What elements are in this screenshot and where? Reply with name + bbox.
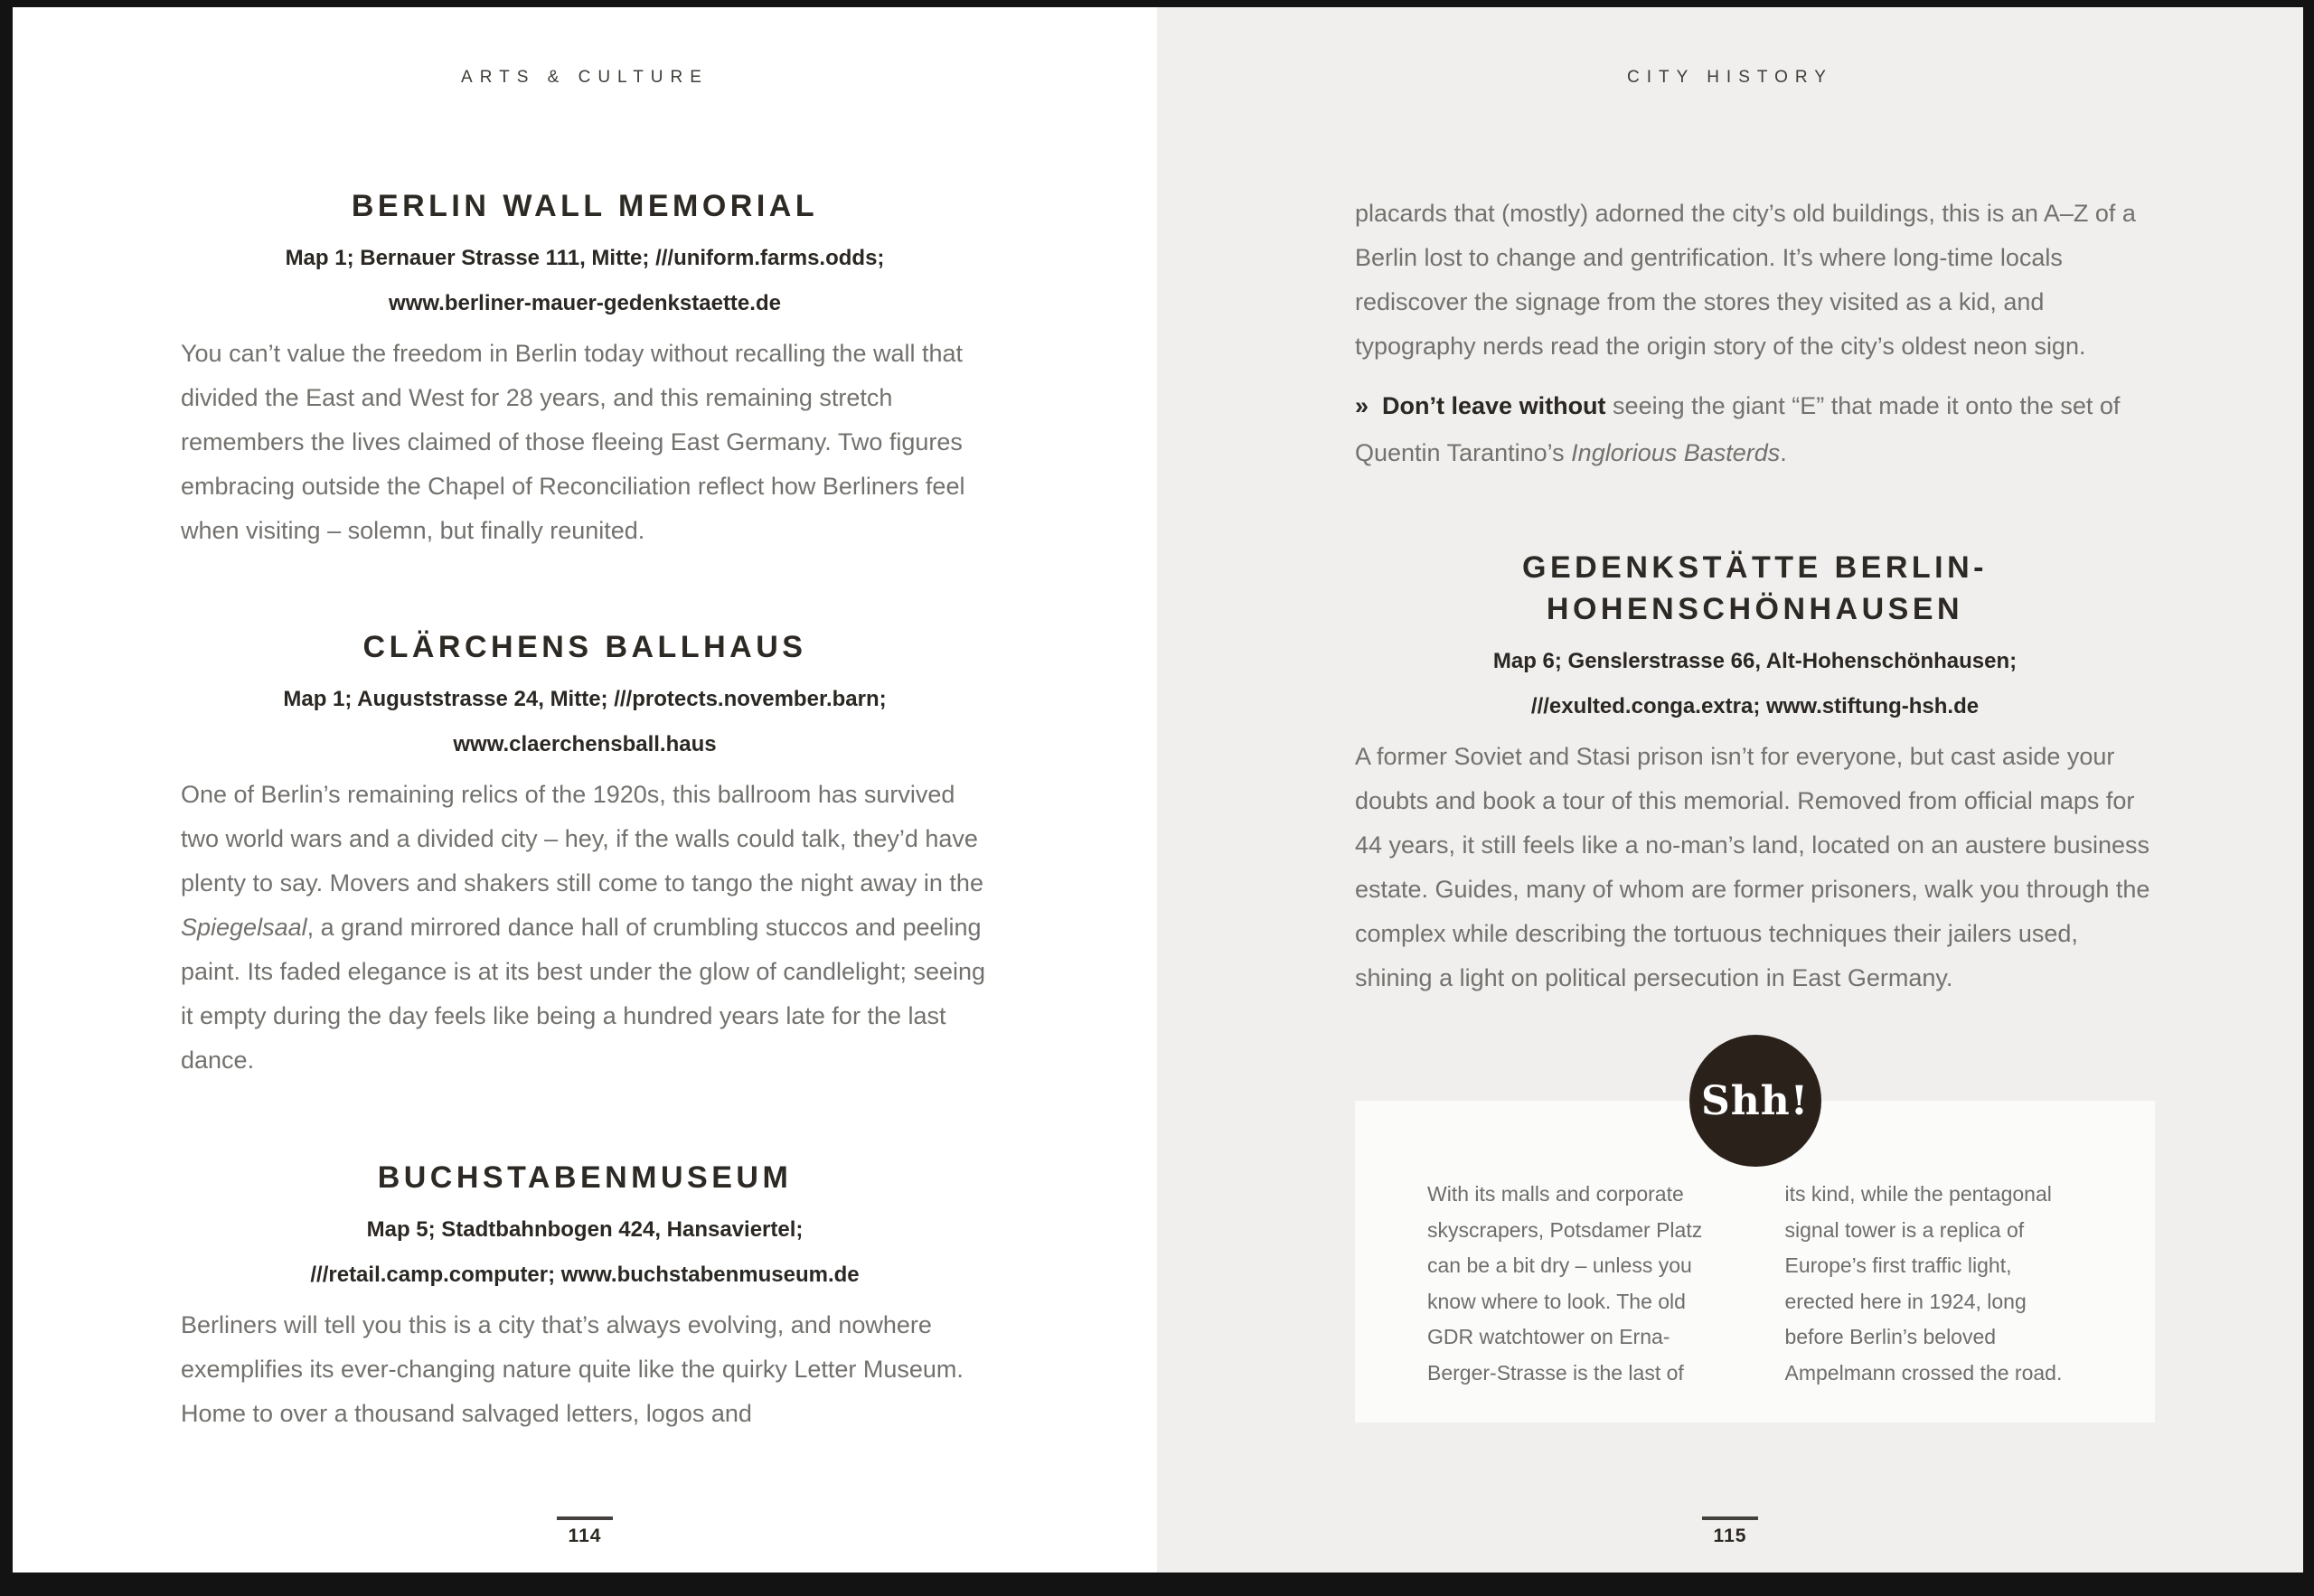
continued-paragraph <box>1355 192 2155 369</box>
entry-address <box>181 236 989 326</box>
double-chevron-icon: » <box>1355 392 1370 419</box>
shh-badge <box>1689 1035 1821 1167</box>
entry-claerchens-ballhaus <box>181 626 989 1083</box>
tip-column-right: its kind, while the pentagonal signal tower is a replica of Europe’s first traffic light, erected here in 1924, long before Berlin’s beloved Ampelmann crossed the road. <box>1784 1182 2063 1385</box>
tip-column-left: With its malls and corporate skyscrapers, Potsdamer Platz can be a bit dry – unless you know where to look. The old GDR watchtower on Erna-Berger-Strasse is the last of <box>1427 1182 1703 1385</box>
body-text: . <box>1780 439 1787 466</box>
body-text: seeing the giant “E” that made it onto the set of Quentin Tarantino’s <box>1355 392 2121 466</box>
body-text: placards that (mostly) adorned the city’s old buildings, this is an A–Z of a Berlin lost to change and gentrification. It’s where long-time locals rediscover the signage from the stores they visited as a kid, and typography nerds read the origin story of the city’s oldest neon sign. <box>1355 200 2136 360</box>
entry-body <box>181 1303 989 1436</box>
body-text: , a grand mirrored dance hall of crumbling stuccos and peeling paint. Its faded elegance is at its best under the glow of candlelight; seeing it empty during the day feels like being a hundred years late for the last dance. <box>181 914 986 1074</box>
dont-leave-without-note <box>1355 382 2155 476</box>
body-text: You can’t value the freedom in Berlin today without recalling the wall that divided the East and West for 28 years, and this remaining stretch remembers the lives claimed of those fleeing East Germany. Two figures embracing outside the Chapel of Reconciliation reflect how Berliners feel when visiting – solemn, but finally reunited. <box>181 340 965 544</box>
address-line: www.claerchensball.haus <box>453 732 717 756</box>
address-line: Map 5; Stadtbahnbogen 424, Hansaviertel; <box>366 1217 804 1242</box>
address-line: Map 6; Genslerstrasse 66, Alt-Hohenschönhausen; <box>1492 649 2018 673</box>
entry-address <box>181 1207 989 1298</box>
address-line: Map 1; Auguststrasse 24, Mitte; ///protects.november.barn; <box>283 687 887 711</box>
shh-badge-label: Shh! <box>1700 1077 1810 1124</box>
page-number-right <box>1157 1516 2303 1547</box>
folio-number: 115 <box>1713 1526 1747 1546</box>
address-line: ///exulted.conga.extra; www.stiftung-hsh.de <box>1530 694 1980 718</box>
entry-body <box>181 332 989 553</box>
folio-number: 114 <box>568 1526 602 1546</box>
entry-body <box>181 773 989 1083</box>
body-italic: Inglorious Basterds <box>1571 439 1781 466</box>
entry-address <box>181 677 989 767</box>
right-page-content <box>1355 192 2155 1422</box>
body-italic: Spiegelsaal <box>181 914 307 941</box>
secret-tip-section <box>1355 1077 2155 1422</box>
folio-rule <box>557 1516 613 1520</box>
entry-buchstabenmuseum <box>181 1157 989 1436</box>
dont-leave-label: Don’t leave without <box>1382 392 1606 419</box>
folio-rule <box>1702 1516 1758 1520</box>
address-line: www.berliner-mauer-gedenkstaette.de <box>389 291 781 315</box>
entry-gedenkstaette-hohenschoenhausen <box>1355 547 2155 1000</box>
left-running-head: ARTS & CULTURE <box>461 68 709 87</box>
page-number-left <box>13 1516 1157 1547</box>
body-text: A former Soviet and Stasi prison isn’t for everyone, but cast aside your doubts and book a tour of this memorial. Removed from official maps for 44 years, it still feels like a no-man’s land, located on an austere business estate. Guides, many of whom are former prisoners, walk you through the complex while describing the tortuous techniques their jailers used, shining a light on political persecution in East Germany. <box>1355 743 2150 991</box>
title-line: HOHENSCHÖNHAUSEN <box>1546 592 1964 626</box>
entry-title: BUCHSTABENMUSEUM <box>377 1160 793 1195</box>
left-page <box>13 7 1157 1573</box>
title-line: GEDENKSTÄTTE BERLIN- <box>1522 550 1988 585</box>
address-line: Map 1; Bernauer Strasse 111, Mitte; ///uniform.farms.odds; <box>285 246 885 270</box>
body-text: One of Berlin’s remaining relics of the 1920s, this ballroom has survived two world wars and a divided city – hey, if the walls could talk, they’d have plenty to say. Movers and shakers still come to tango the night away in the <box>181 781 983 897</box>
entry-address <box>1355 639 2155 729</box>
entry-body <box>1355 735 2155 1000</box>
entry-title: CLÄRCHENS BALLHAUS <box>362 630 807 664</box>
left-page-content <box>181 185 989 1436</box>
body-text: Berliners will tell you this is a city that’s always evolving, and nowhere exemplifies its ever-changing nature quite like the quirky Letter Museum. Home to over a thousand salvaged letters, logos and <box>181 1311 964 1427</box>
entry-title: BERLIN WALL MEMORIAL <box>351 189 819 223</box>
right-page <box>1157 7 2303 1573</box>
right-running-head: CITY HISTORY <box>1627 68 1833 87</box>
entry-berlin-wall-memorial <box>181 185 989 553</box>
entry-title <box>1355 547 2155 630</box>
address-line: ///retail.camp.computer; www.buchstabenmuseum.de <box>310 1263 860 1287</box>
